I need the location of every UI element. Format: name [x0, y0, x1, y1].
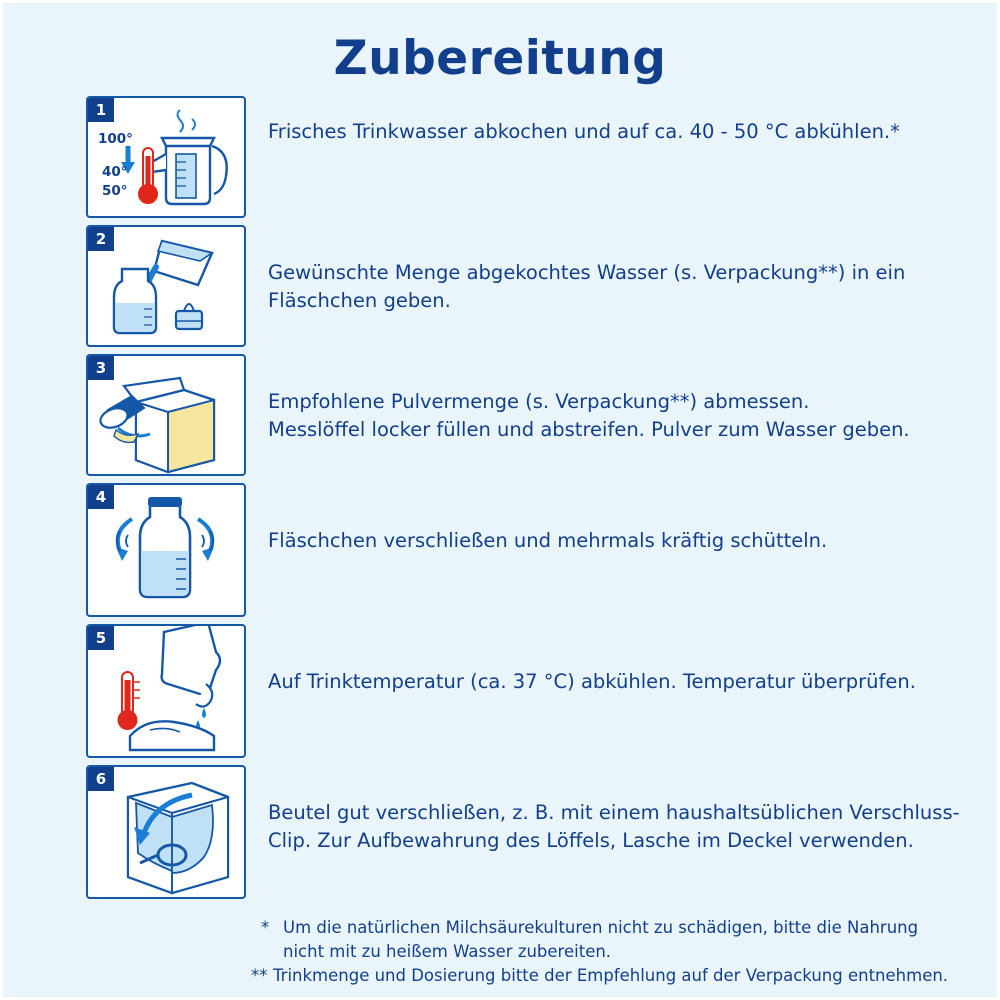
step-3-line-2: Messlöffel locker füllen und abstreifen. Pulver zum Wasser geben. [268, 417, 910, 441]
step-5-illustration [86, 624, 246, 758]
step-4-line-1: Fläschchen verschließen und mehrmals kräftig schütteln. [268, 529, 828, 552]
step-6-line-2: Clip. Zur Aufbewahrung des Löffels, Lasche im Deckel verwenden. [268, 828, 914, 852]
step-4-number: 4 [88, 485, 114, 509]
steps-list [3, 96, 997, 899]
svg-text:100°: 100° [98, 131, 133, 147]
step-2-text [246, 225, 905, 314]
step-3-text [246, 354, 910, 443]
step-5 [3, 624, 997, 758]
step-1-text [246, 96, 900, 146]
step-1-illustration [86, 96, 246, 218]
footnote-2-line-1: Trinkmenge und Dosierung bitte der Empfehlung auf der Verpackung entnehmen. [273, 965, 949, 985]
step-4-text [246, 483, 827, 555]
step-6-number: 6 [88, 767, 114, 791]
step-3 [3, 354, 997, 476]
step-3-illustration [86, 354, 246, 476]
step-1-line-1: Frisches Trinkwasser abkochen und auf ca. 40 - 50 °C abkühlen.* [268, 120, 900, 143]
footnote-double-asterisk [251, 964, 997, 988]
step-5-line-1: Auf Trinktemperatur (ca. 37 °C) abkühlen. Temperatur überprüfen. [268, 670, 916, 693]
svg-text:40°: 40° [102, 164, 128, 180]
step-3-line-1: Empfohlene Pulvermenge (s. Verpackung**) abmessen. [268, 390, 810, 413]
footnote-text-1 [283, 916, 997, 964]
svg-text:50°: 50° [102, 183, 128, 199]
footnote-1-line-2: nicht mit zu heißem Wasser zubereiten. [283, 941, 612, 961]
footnote-marker-1: * [261, 918, 270, 937]
step-2-line-2: Fläschchen geben. [268, 288, 451, 312]
footnote-marker-2: ** [251, 965, 268, 985]
footnote-1-line-1: Um die natürlichen Milchsäurekulturen nicht zu schädigen, bitte die Nahrung [283, 918, 919, 937]
footnotes [3, 906, 997, 988]
step-2-illustration [86, 225, 246, 347]
step-3-number: 3 [88, 356, 114, 380]
step-4 [3, 483, 997, 617]
step-6-text [246, 765, 958, 854]
step-1-number: 1 [88, 98, 114, 122]
step-6-line-1: Beutel gut verschließen, z. B. mit einem haushaltsüblichen Verschluss- [268, 801, 960, 824]
footnote-text-2 [273, 964, 997, 988]
step-4-illustration [86, 483, 246, 617]
step-2-line-1: Gewünschte Menge abgekochtes Wasser (s. Verpackung**) in ein [268, 261, 906, 284]
step-6 [3, 765, 997, 899]
step-5-text [246, 624, 916, 696]
step-6-illustration [86, 765, 246, 899]
footnote-single-asterisk [261, 916, 997, 964]
step-2-number: 2 [88, 227, 114, 251]
step-5-number: 5 [88, 626, 114, 650]
page-title: Zubereitung [333, 31, 667, 86]
step-1 [3, 96, 997, 218]
step-2 [3, 225, 997, 347]
